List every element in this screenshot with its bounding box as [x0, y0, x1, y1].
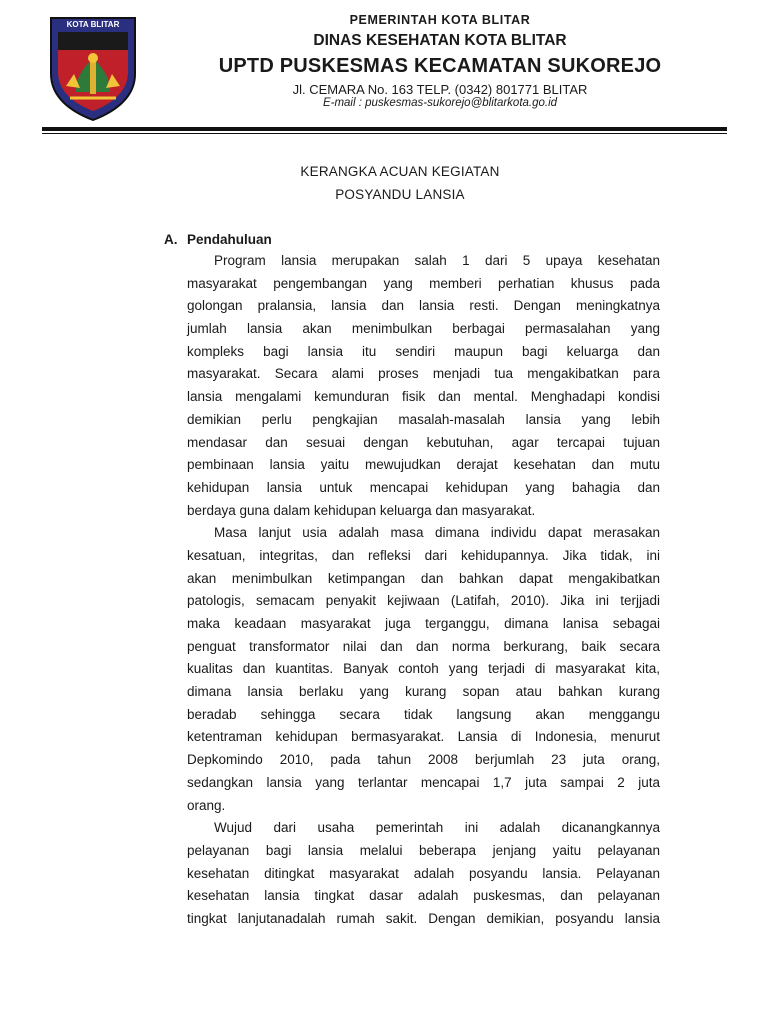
- text-line: demikian perlu pengkajian masalah-masalah lansia yang lebih: [187, 411, 660, 427]
- text-line: masyarakat. Secara alami proses menjadi tua mengakibatkan para: [187, 366, 660, 382]
- text-line: Masa lanjut usia adalah masa dimana individu dapat merasakan: [214, 525, 660, 541]
- section-title: Pendahuluan: [187, 232, 272, 247]
- text-line: kompleks bagi lansia itu sendiri maupun bagi keluarga dan: [187, 343, 660, 359]
- text-line: lansia mengalami kemunduran fisik dan mental. Menghadapi kondisi: [187, 389, 660, 405]
- text-line: kesatuan, integritas, dan refleksi dari kehidupannya. Jika tidak, ini: [187, 547, 660, 563]
- text-line: akan menimbulkan ketimpangan dan bahkan dapat mengakibatkan: [187, 570, 660, 586]
- government-name: PEMERINTAH KOTA BLITAR: [349, 13, 531, 27]
- text-line: kesehatan lansia tingkat dasar adalah puskesmas, dan pelayanan: [187, 888, 660, 904]
- text-line: masyarakat pengembangan yang memberi perhatian khusus pada: [187, 275, 660, 291]
- kota-blitar-logo: [46, 14, 140, 122]
- document-subtitle: POSYANDU LANSIA: [335, 187, 465, 202]
- email-line: E-mail : puskesmas-sukorejo@blitarkota.go.id: [322, 97, 558, 109]
- text-line: sedangkan lansia yang terlantar mencapai 1,7 juta sampai 2 juta: [187, 774, 660, 790]
- text-line: kehidupan lansia untuk mencapai kehidupan yang bahagia dan: [187, 479, 660, 495]
- letterhead-divider-thick: [42, 127, 727, 131]
- text-line: mendasar dan sesuai dengan kebutuhan, agar tercapai tujuan: [187, 434, 660, 450]
- text-line: jumlah lansia akan menimbulkan berbagai permasalahan yang: [187, 321, 660, 337]
- text-line: maka keadaan masyarakat juga terganggu, dimana lanisa sebagai: [187, 616, 660, 631]
- document-title: KERANGKA ACUAN KEGIATAN: [300, 164, 500, 179]
- text-line: Program lansia merupakan salah 1 dari 5 upaya kesehatan: [214, 253, 660, 268]
- text-line: Depkomindo 2010, pada tahun 2008 berjumlah 23 juta orang,: [187, 752, 660, 768]
- section-heading: [164, 232, 272, 247]
- department-name: DINAS KESEHATAN KOTA BLITAR: [313, 32, 567, 49]
- text-line: penguat transformator nilai dan dan norma berkurang, baik secara: [187, 638, 660, 654]
- text-line: pelayanan bagi lansia melalui beberapa jenjang yaitu pelayanan: [187, 842, 660, 858]
- text-line: ketentraman kehidupan bermasyarakat. Lansia di Indonesia, menurut: [187, 729, 660, 745]
- section-letter: A.: [164, 232, 178, 247]
- text-line: dimana lansia berlaku yang kurang sopan atau bahkan kurang: [187, 684, 660, 700]
- logo-caption: KOTA BLITAR: [66, 20, 120, 29]
- body-text: [187, 250, 660, 931]
- text-line: orang.: [187, 797, 226, 813]
- text-line: golongan pralansia, lansia dan lansia resti. Dengan meningkatnya: [187, 298, 660, 314]
- text-line: pembinaan lansia yaitu mewujudkan derajat kesehatan dan mutu: [187, 457, 660, 473]
- city-crest-icon: [46, 14, 140, 122]
- text-line: patologis, semacam penyakit kejiwaan (Latifah, 2010). Jika ini terjjadi: [187, 593, 660, 609]
- unit-name: UPTD PUSKESMAS KECAMATAN SUKOREJO: [218, 55, 662, 77]
- text-line: Wujud dari usaha pemerintah ini adalah dicanangkannya: [214, 820, 660, 836]
- text-line: berdaya guna dalam kehidupan keluarga dan masyarakat.: [187, 502, 536, 518]
- letterhead-divider-thin: [42, 133, 727, 134]
- text-line: beradab sehingga secara tidak langsung akan menggangu: [187, 706, 660, 722]
- address-line: Jl. CEMARA No. 163 TELP. (0342) 801771 BLITAR: [292, 82, 588, 97]
- text-line: tingkat lanjutanadalah rumah sakit. Dengan demikian, posyandu lansia: [187, 910, 660, 926]
- text-line: kualitas dan kuantitas. Banyak contoh yang terjadi di masyarakat kita,: [187, 661, 660, 677]
- text-line: kesehatan ditingkat masyarakat adalah posyandu lansia. Pelayanan: [187, 865, 660, 881]
